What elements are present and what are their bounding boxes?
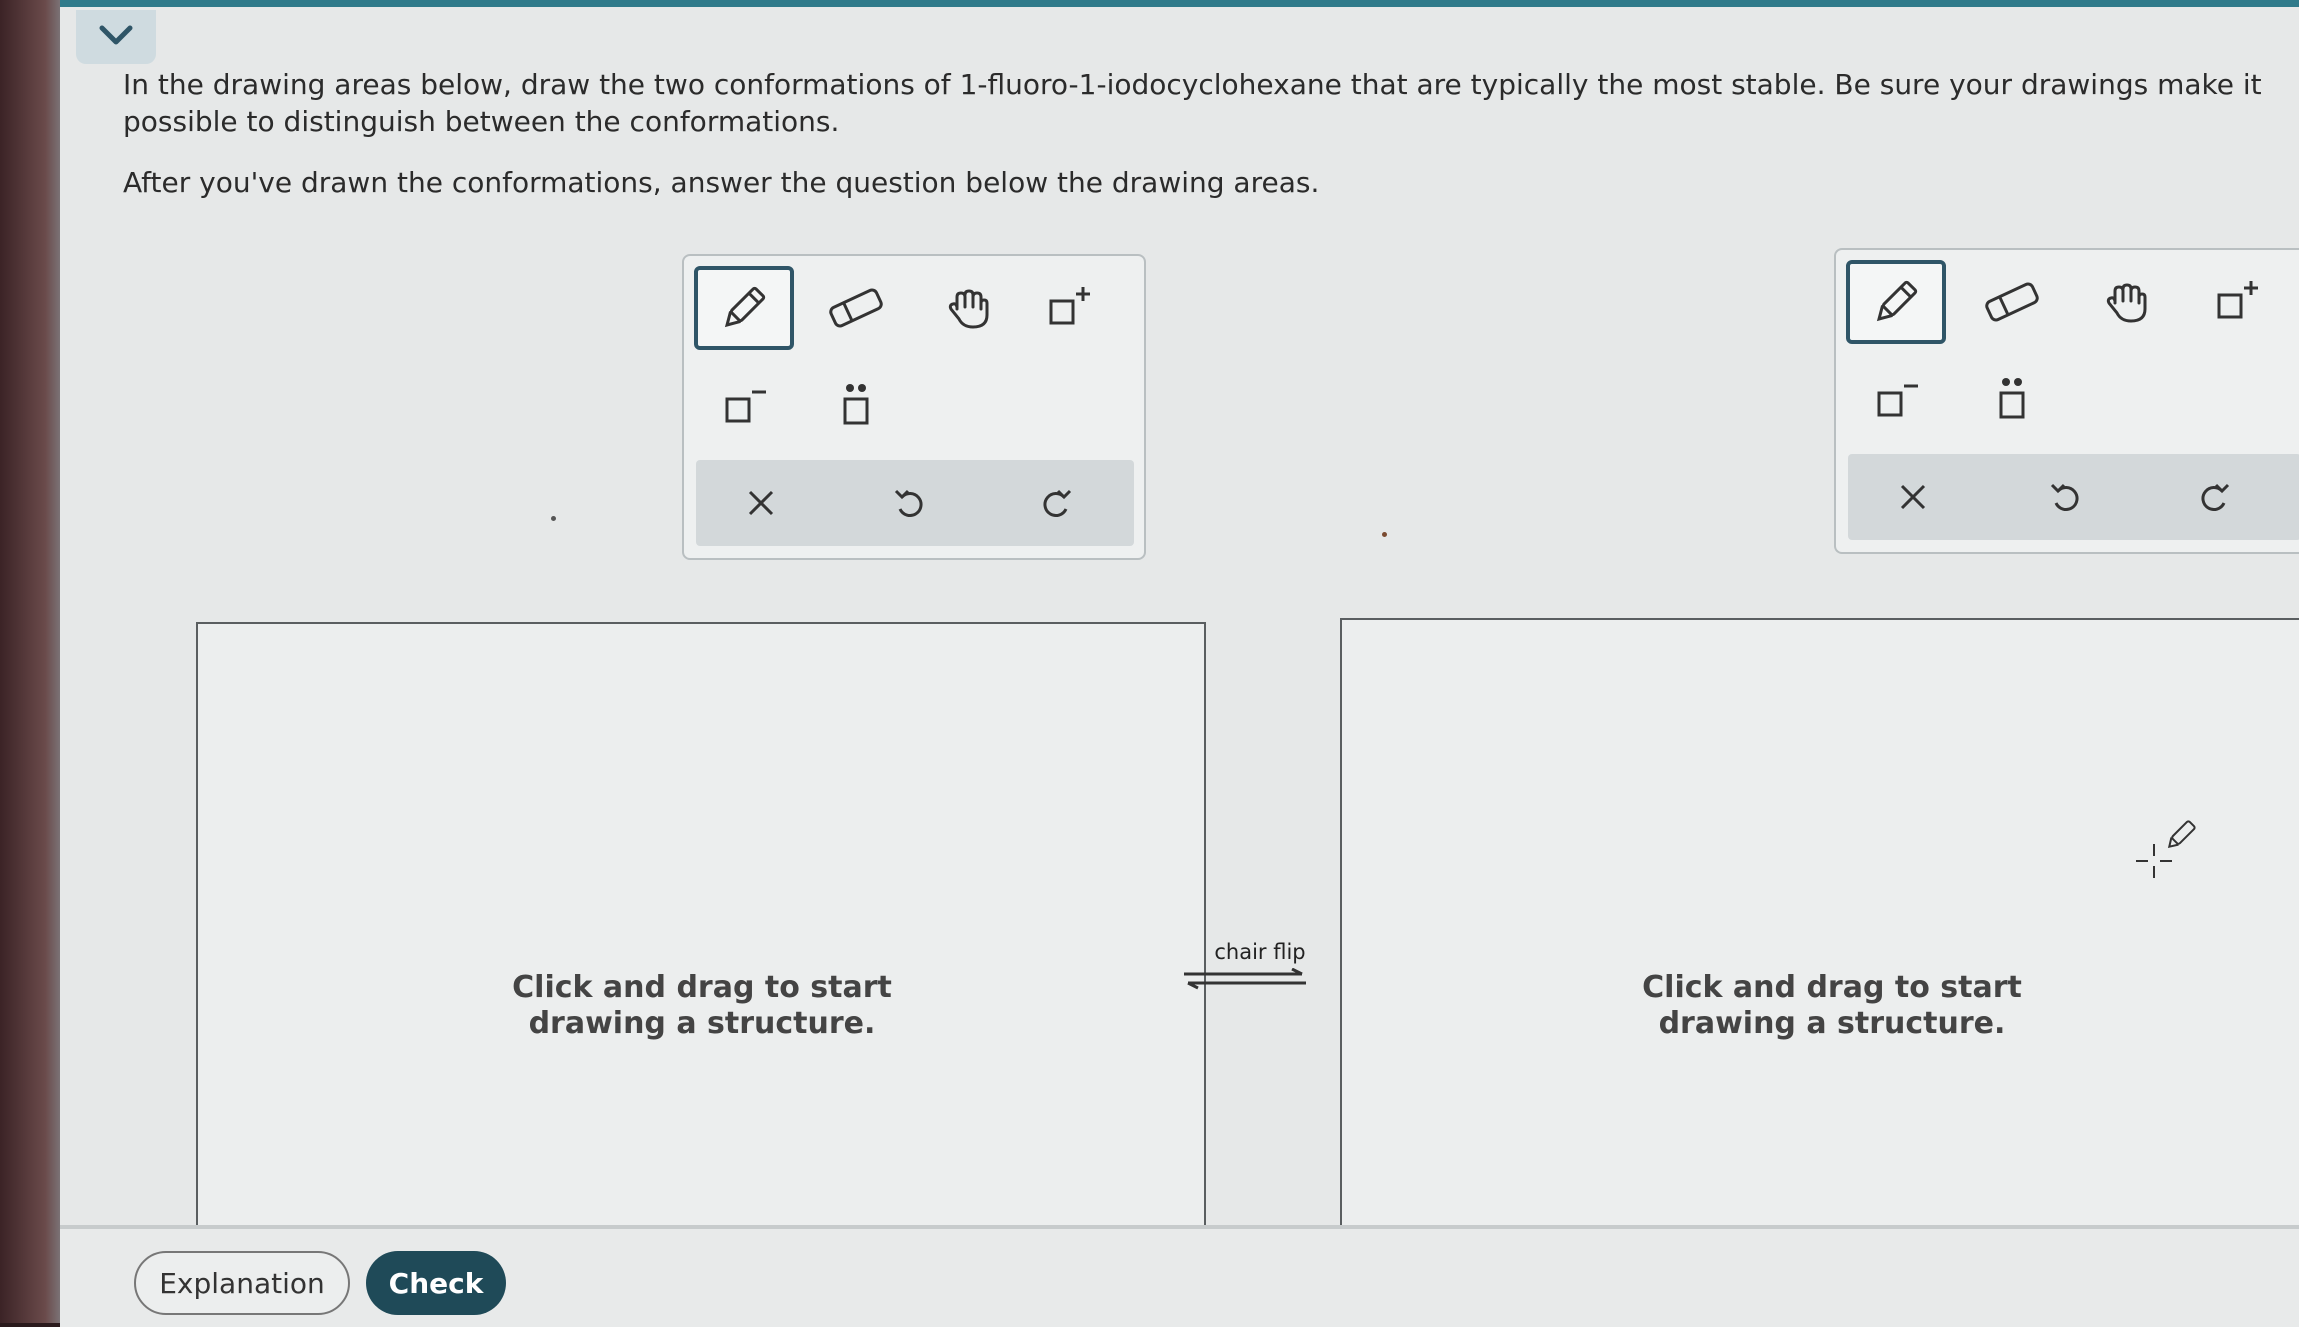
lone-pair-icon [836, 381, 876, 431]
clear-button[interactable] [1858, 454, 1968, 540]
eraser-tool[interactable] [1962, 260, 2062, 344]
lone-pair-tool[interactable] [1962, 358, 2062, 442]
clear-button[interactable] [706, 460, 816, 546]
lone-pair-tool[interactable] [806, 364, 906, 448]
redo-button[interactable] [1002, 460, 1112, 546]
chevron-down-icon [99, 24, 133, 46]
positive-charge-icon [2211, 277, 2261, 327]
hand-tool[interactable] [2076, 260, 2176, 344]
negative-charge-icon [1871, 375, 1921, 425]
pencil-tool[interactable] [1846, 260, 1946, 344]
check-button[interactable]: Check [366, 1251, 506, 1315]
undo-icon [892, 485, 926, 521]
question-paragraph-1: In the drawing areas below, draw the two conformations of 1-fluoro-1-iodocyclohexane that are typically the most stable. Be sure your drawings make it possible to distinguish between the conformations. [123, 68, 2262, 138]
question-text [123, 66, 2293, 201]
explanation-button[interactable]: Explanation [134, 1251, 350, 1315]
screen-dust [551, 516, 556, 521]
clear-icon [1898, 482, 1928, 512]
drawing-toolbar-left [682, 254, 1146, 560]
hand-tool[interactable] [918, 266, 1018, 350]
pencil-icon [1870, 276, 1922, 328]
drawing-toolbar-right [1834, 248, 2299, 554]
question-paragraph-2: After you've drawn the conformations, answer the question below the drawing areas. [123, 166, 1320, 199]
screen-dust [1382, 532, 1387, 537]
negative-charge-tool[interactable] [694, 364, 794, 448]
eraser-icon [1983, 280, 2041, 324]
eraser-tool[interactable] [806, 266, 906, 350]
problem-screen [60, 0, 2299, 1323]
chair-flip-label: chair flip [1214, 940, 1306, 964]
positive-charge-tool[interactable] [2186, 260, 2286, 344]
positive-charge-icon [1043, 283, 1093, 333]
negative-charge-tool[interactable] [1846, 358, 1946, 442]
positive-charge-tool[interactable] [1018, 266, 1118, 350]
pencil-tool[interactable] [694, 266, 794, 350]
drawing-canvas-left[interactable] [196, 622, 1206, 1227]
action-bar-left [696, 460, 1134, 546]
eraser-icon [827, 286, 885, 330]
undo-button[interactable] [2010, 454, 2120, 540]
pencil-cursor-icon [2130, 820, 2200, 900]
undo-icon [2048, 479, 2082, 515]
collapse-toggle[interactable] [76, 10, 156, 64]
action-bar-right [1848, 454, 2299, 540]
negative-charge-icon [719, 381, 769, 431]
redo-icon [1040, 485, 1074, 521]
equilibrium-arrows-icon [1182, 968, 1308, 992]
lone-pair-icon [1992, 375, 2032, 425]
undo-button[interactable] [854, 460, 964, 546]
top-accent-stripe [60, 0, 2299, 7]
redo-button[interactable] [2160, 454, 2270, 540]
canvas-hint-text: Click and drag to start drawing a structure. [1642, 970, 2022, 1041]
drawing-canvas-right[interactable] [1340, 618, 2299, 1227]
hand-icon [2101, 277, 2151, 327]
pencil-icon [718, 282, 770, 334]
hand-icon [943, 283, 993, 333]
canvas-hint-text: Click and drag to start drawing a structure. [512, 970, 892, 1041]
redo-icon [2198, 479, 2232, 515]
clear-icon [746, 488, 776, 518]
bottom-action-bar [60, 1225, 2299, 1327]
